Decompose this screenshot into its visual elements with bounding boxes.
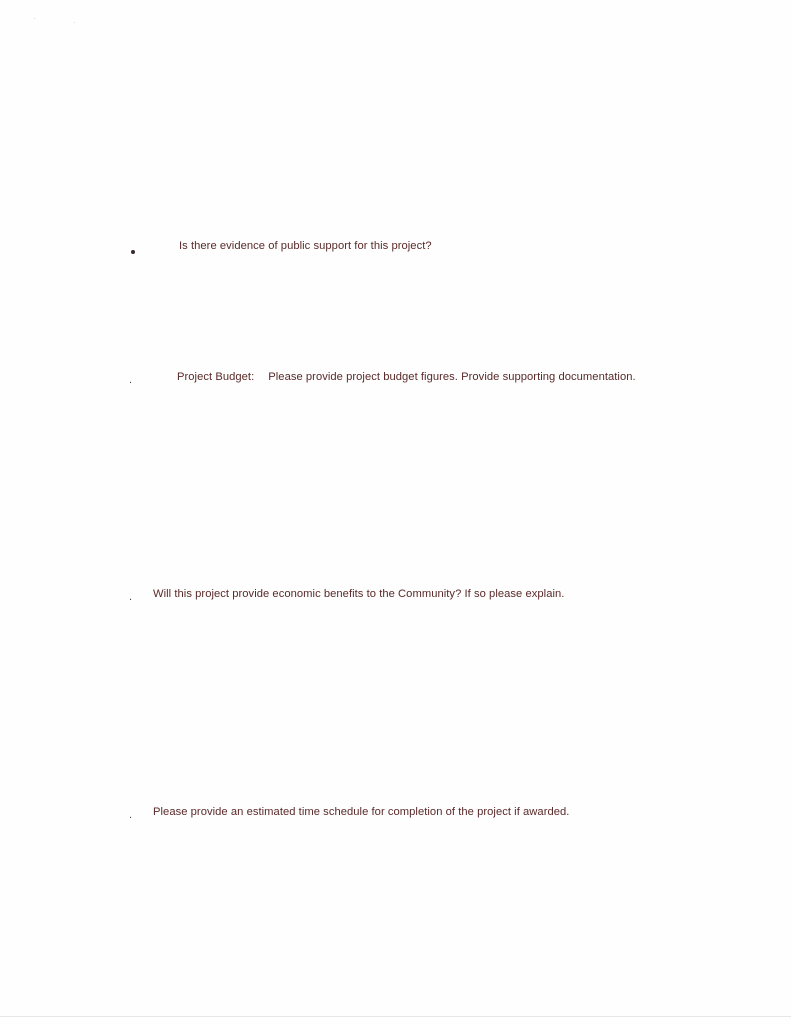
budget-text: Please provide project budget figures. Provide supporting documentation. [268, 371, 636, 383]
scan-speck [34, 18, 35, 19]
question-public-support [0, 240, 791, 264]
bullet-icon: . [129, 374, 133, 386]
question-text [177, 371, 636, 383]
question-text: Please provide an estimated time schedule for completion of the project if awarded. [153, 806, 570, 818]
budget-label: Project Budget: [177, 371, 255, 383]
scan-edge-line [0, 1016, 791, 1017]
question-project-budget [0, 371, 791, 395]
question-time-schedule [0, 806, 791, 830]
question-economic-benefits [0, 588, 791, 612]
scan-speck [74, 22, 75, 23]
question-text: Will this project provide economic benefits to the Community? If so please explain. [153, 588, 565, 600]
bullet-icon: . [129, 591, 133, 603]
bullet-icon: . [129, 809, 133, 821]
bullet-icon [131, 250, 135, 254]
question-text: Is there evidence of public support for this project? [179, 240, 432, 252]
